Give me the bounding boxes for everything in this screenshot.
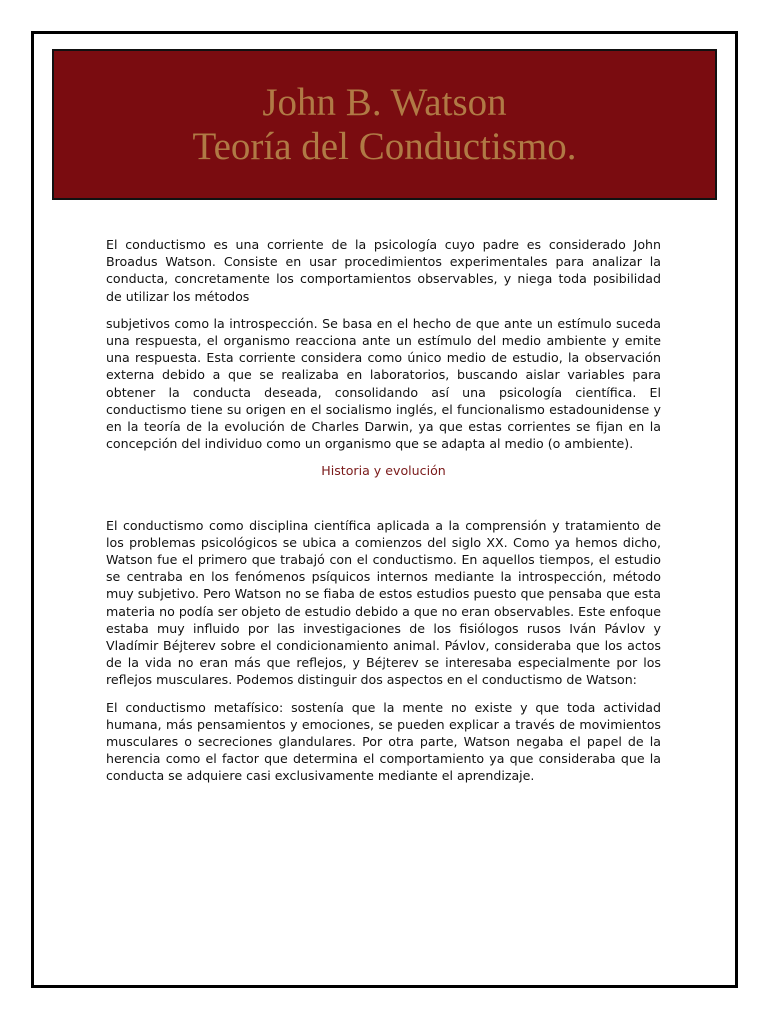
history-paragraph-2: El conductismo metafísico: sostenía que la mente no existe y que toda actividad humana, más pensamientos y emociones, se pueden explicar a través de movimientos musculares o secreciones glandulares. Por otra parte, Watson negaba el papel de la herencia como el factor que determina el comportamiento ya que consideraba que la conducta se adquiere casi exclusivamente mediante el aprendizaje. [106,699,661,784]
intro-paragraph-2: subjetivos como la introspección. Se basa en el hecho de que ante un estímulo suceda una respuesta, el organismo reacciona ante un estímulo del medio ambiente y emite una respuesta. Esta corriente considera como único medio de estudio, la observación externa debido a que se realizaba en laboratorios, buscando aislar variables para obtener la conducta deseada, consolidando así una psicología científica. El conductismo tiene su origen en el socialismo inglés, el funcionalismo estadounidense y en la teoría de la evolución de Charles Darwin, ya que estas corrientes se fijan en la concepción del individuo como un organismo que se adapta al medio (o ambiente). [106,315,661,452]
title-line-name: John B. Watson [262,80,507,124]
title-line-subject: Teoría del Conductismo. [192,124,577,168]
title-banner [52,49,717,200]
document-body [106,236,661,795]
section-heading-history: Historia y evolución [321,463,446,479]
history-paragraph-1: El conductismo como disciplina científica aplicada a la comprensión y tratamiento de los problemas psicológicos se ubica a comienzos del siglo XX. Como ya hemos dicho, Watson fue el primero que trabajó con el conductismo. En aquellos tiempos, el estudio se centraba en los fenómenos psíquicos internos mediante la introspección, método muy subjetivo. Pero Watson no se fiaba de estos estudios puesto que pensaba que esta materia no podía ser objeto de estudio debido a que no eran observables. Este enfoque estaba muy influido por las investigaciones de los fisiólogos rusos Iván Pávlov y Vladímir Béjterev sobre el condicionamiento animal. Pávlov, consideraba que los actos de la vida no eran más que reflejos, y Béjterev se interesaba especialmente por los reflejos musculares. Podemos distinguir dos aspectos en el conductismo de Watson: [106,517,661,688]
intro-paragraph-1: El conductismo es una corriente de la psicología cuyo padre es considerado John Broadus Watson. Consiste en usar procedimientos experimentales para analizar la conducta, concretamente los comportamientos observables, y niega toda posibilidad de utilizar los métodos [106,237,661,304]
